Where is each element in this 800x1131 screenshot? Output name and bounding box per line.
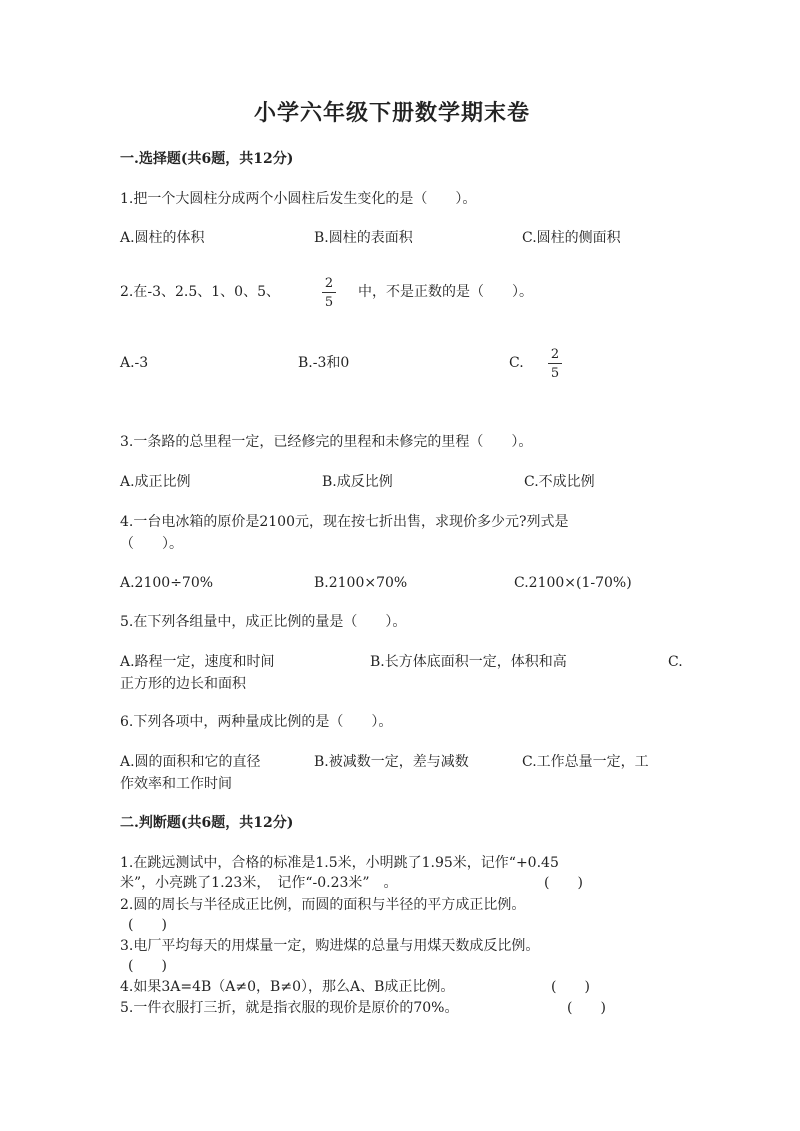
q3-stem: 3.一条路的总里程一定，已经修完的里程和未修完的里程（ ）。 [120,434,533,450]
q5-option-c-continued: 正方形的边长和面积 [120,676,246,692]
q6-option-c-continued: 作效率和工作时间 [120,776,232,792]
q2-stem-post: 中，不是正数的是（ ）。 [358,284,533,300]
q1-option-a: A.圆柱的体积 [120,230,205,246]
q4-option-b: B.2100×70% [314,575,408,591]
q6-option-b: B.被减数一定，差与减数 [314,754,469,770]
tf3-answer-paren: ( ) [128,958,167,974]
q3-option-c: C.不成比例 [524,474,595,490]
q6-option-a: A.圆的面积和它的直径 [120,754,261,770]
q1-option-c: C.圆柱的侧面积 [522,230,621,246]
tf5-line1: 5.一件衣服打三折，就是指衣服的现价是原价的70%。 [120,1000,459,1016]
tf2-line1: 2.圆的周长与半径成正比例，而圆的面积与半径的平方成正比例。 [120,897,526,913]
q2-option-c: C. [509,355,524,371]
q2-stem-pre: 2.在-3、2.5、1、0、5、 [120,284,280,300]
q5-option-b: B.长方体底面积一定，体积和高 [370,654,567,670]
tf1-answer-paren: ( ) [544,875,583,891]
q2-option-c-denominator: 5 [550,366,560,381]
tf1-line1: 1.在跳远测试中，合格的标准是1.5米，小明跳了1.95米，记作“+0.45 [120,855,559,871]
section1-heading: 一.选择题(共6题，共12分) [120,151,294,167]
tf1-line2: 米”，小亮跳了1.23米， 记作“-0.23米” 。 [120,875,398,891]
fraction-bar [322,292,336,293]
q4-stem-line1: 4.一台电冰箱的原价是2100元，现在按七折出售，求现价多少元?列式是 [120,514,569,530]
q4-stem-line2: （ ）。 [120,536,183,552]
q1-option-b: B.圆柱的表面积 [314,230,413,246]
q1-stem: 1.把一个大圆柱分成两个小圆柱后发生变化的是（ ）。 [120,191,477,207]
q2-fraction-denominator: 5 [324,295,334,310]
q3-option-b: B.成反比例 [322,474,393,490]
section2-heading: 二.判断题(共6题，共12分) [120,815,294,831]
q3-option-a: A.成正比例 [120,474,191,490]
q4-option-c: C.2100×(1-70%) [514,575,632,591]
q6-stem: 6.下列各项中，两种量成比例的是（ ）。 [120,714,393,730]
q5-option-a: A.路程一定，速度和时间 [120,654,275,670]
q4-option-a: A.2100÷70% [120,575,214,591]
fraction-bar [548,363,562,364]
q2-fraction [322,276,336,310]
q2-option-c-fraction [548,347,562,381]
q6-option-c: C.工作总量一定，工 [522,754,649,770]
tf2-answer-paren: ( ) [128,917,167,933]
tf4-answer-paren: ( ) [551,979,590,995]
q2-fraction-numerator: 2 [324,276,334,291]
tf5-answer-paren: ( ) [567,1000,606,1016]
q2-option-b: B.-3和0 [298,355,350,371]
page-title: 小学六年级下册数学期末卷 [254,100,531,126]
q2-option-a: A.-3 [120,355,149,371]
tf3-line1: 3.电厂平均每天的用煤量一定，购进煤的总量与用煤天数成反比例。 [120,938,540,954]
q5-option-c-prefix: C. [668,654,683,670]
q2-option-c-numerator: 2 [550,347,560,362]
q5-stem: 5.在下列各组量中，成正比例的量是（ ）。 [120,614,407,630]
tf4-line1: 4.如果3A=4B（A≠0，B≠0），那么A、B成正比例。 [120,979,455,995]
